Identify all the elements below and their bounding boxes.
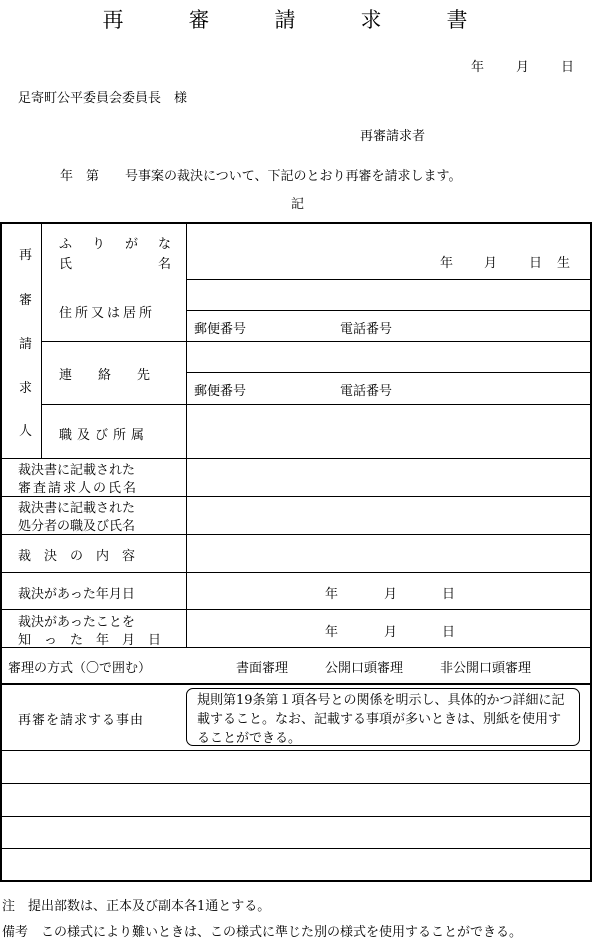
address-postal-label: 郵便番号 <box>194 322 247 337</box>
note-copies: 注 提出部数は、正本及び副本各1通とする。 <box>2 899 271 914</box>
date-year: 年 <box>471 60 485 75</box>
date-month: 月 <box>516 60 530 75</box>
birth-month: 月 <box>484 256 498 271</box>
note-remarks: 備考 この様式により難いときは、この様式に準じた別の様式を使用することができる。 <box>2 925 523 940</box>
decision-content-label: 裁 決 の 内 容 <box>18 549 136 564</box>
address-label: 住所又は居所 <box>59 306 156 321</box>
group-label-char: 審 <box>19 293 33 308</box>
addressee: 足寄町公平委員会委員長 様 <box>18 91 188 106</box>
group-label-char: 請 <box>19 337 33 352</box>
reason-instruction-note: 規則第19条第１項各号との関係を明示し、具体的かつ詳細に記載すること。なお、記載する事項が多いときは、別紙を使用することができる。 <box>186 688 580 746</box>
known-date-label-line1: 裁決があったことを <box>18 615 135 630</box>
date-day: 日 <box>561 60 575 75</box>
furigana-label: ふ り が な <box>59 237 171 252</box>
decision-date-label: 裁決があった年月日 <box>18 587 135 602</box>
examiner-label-line1: 裁決書に記載された <box>18 463 136 478</box>
contact-postal-label: 郵便番号 <box>194 384 247 399</box>
decision-year: 年 <box>325 587 339 602</box>
known-date-label-line2: 知 っ た 年 月 日 <box>18 633 162 648</box>
document-title: 再 審 請 求 書 <box>102 8 490 32</box>
contact-phone-label: 電話番号 <box>340 384 393 399</box>
decision-day: 日 <box>442 587 456 602</box>
known-month: 月 <box>384 625 398 640</box>
method-option-written[interactable]: 書面審理 <box>236 661 289 676</box>
occupation-label: 職及び所属 <box>59 428 150 443</box>
birth-day: 日 <box>529 256 543 271</box>
request-statement: 年 第 号事案の裁決について、下記のとおり再審を請求します。 <box>60 169 462 184</box>
requester-label: 再審請求者 <box>360 129 426 144</box>
disposer-label-line2: 処分者の職及び氏名 <box>18 519 136 534</box>
method-option-public-oral[interactable]: 公開口頭審理 <box>325 661 404 676</box>
examiner-label-line2: 審査請求人の氏名 <box>18 481 139 496</box>
name-label: 氏 名 <box>59 257 171 272</box>
method-option-private-oral[interactable]: 非公開口頭審理 <box>440 661 532 676</box>
decision-month: 月 <box>384 587 398 602</box>
birth-suffix: 生 <box>557 256 571 271</box>
disposer-label-line1: 裁決書に記載された <box>18 501 136 516</box>
ki-heading: 記 <box>291 197 305 212</box>
address-phone-label: 電話番号 <box>340 322 393 337</box>
known-day: 日 <box>442 625 456 640</box>
group-label-char: 再 <box>19 248 33 263</box>
group-label-char: 求 <box>19 381 33 396</box>
birth-year: 年 <box>440 256 454 271</box>
reason-label: 再審を請求する事由 <box>18 713 145 728</box>
method-label: 審理の方式（〇で囲む） <box>8 661 152 676</box>
contact-label: 連 絡 先 <box>59 368 151 383</box>
known-year: 年 <box>325 625 339 640</box>
group-label-char: 人 <box>19 424 33 439</box>
